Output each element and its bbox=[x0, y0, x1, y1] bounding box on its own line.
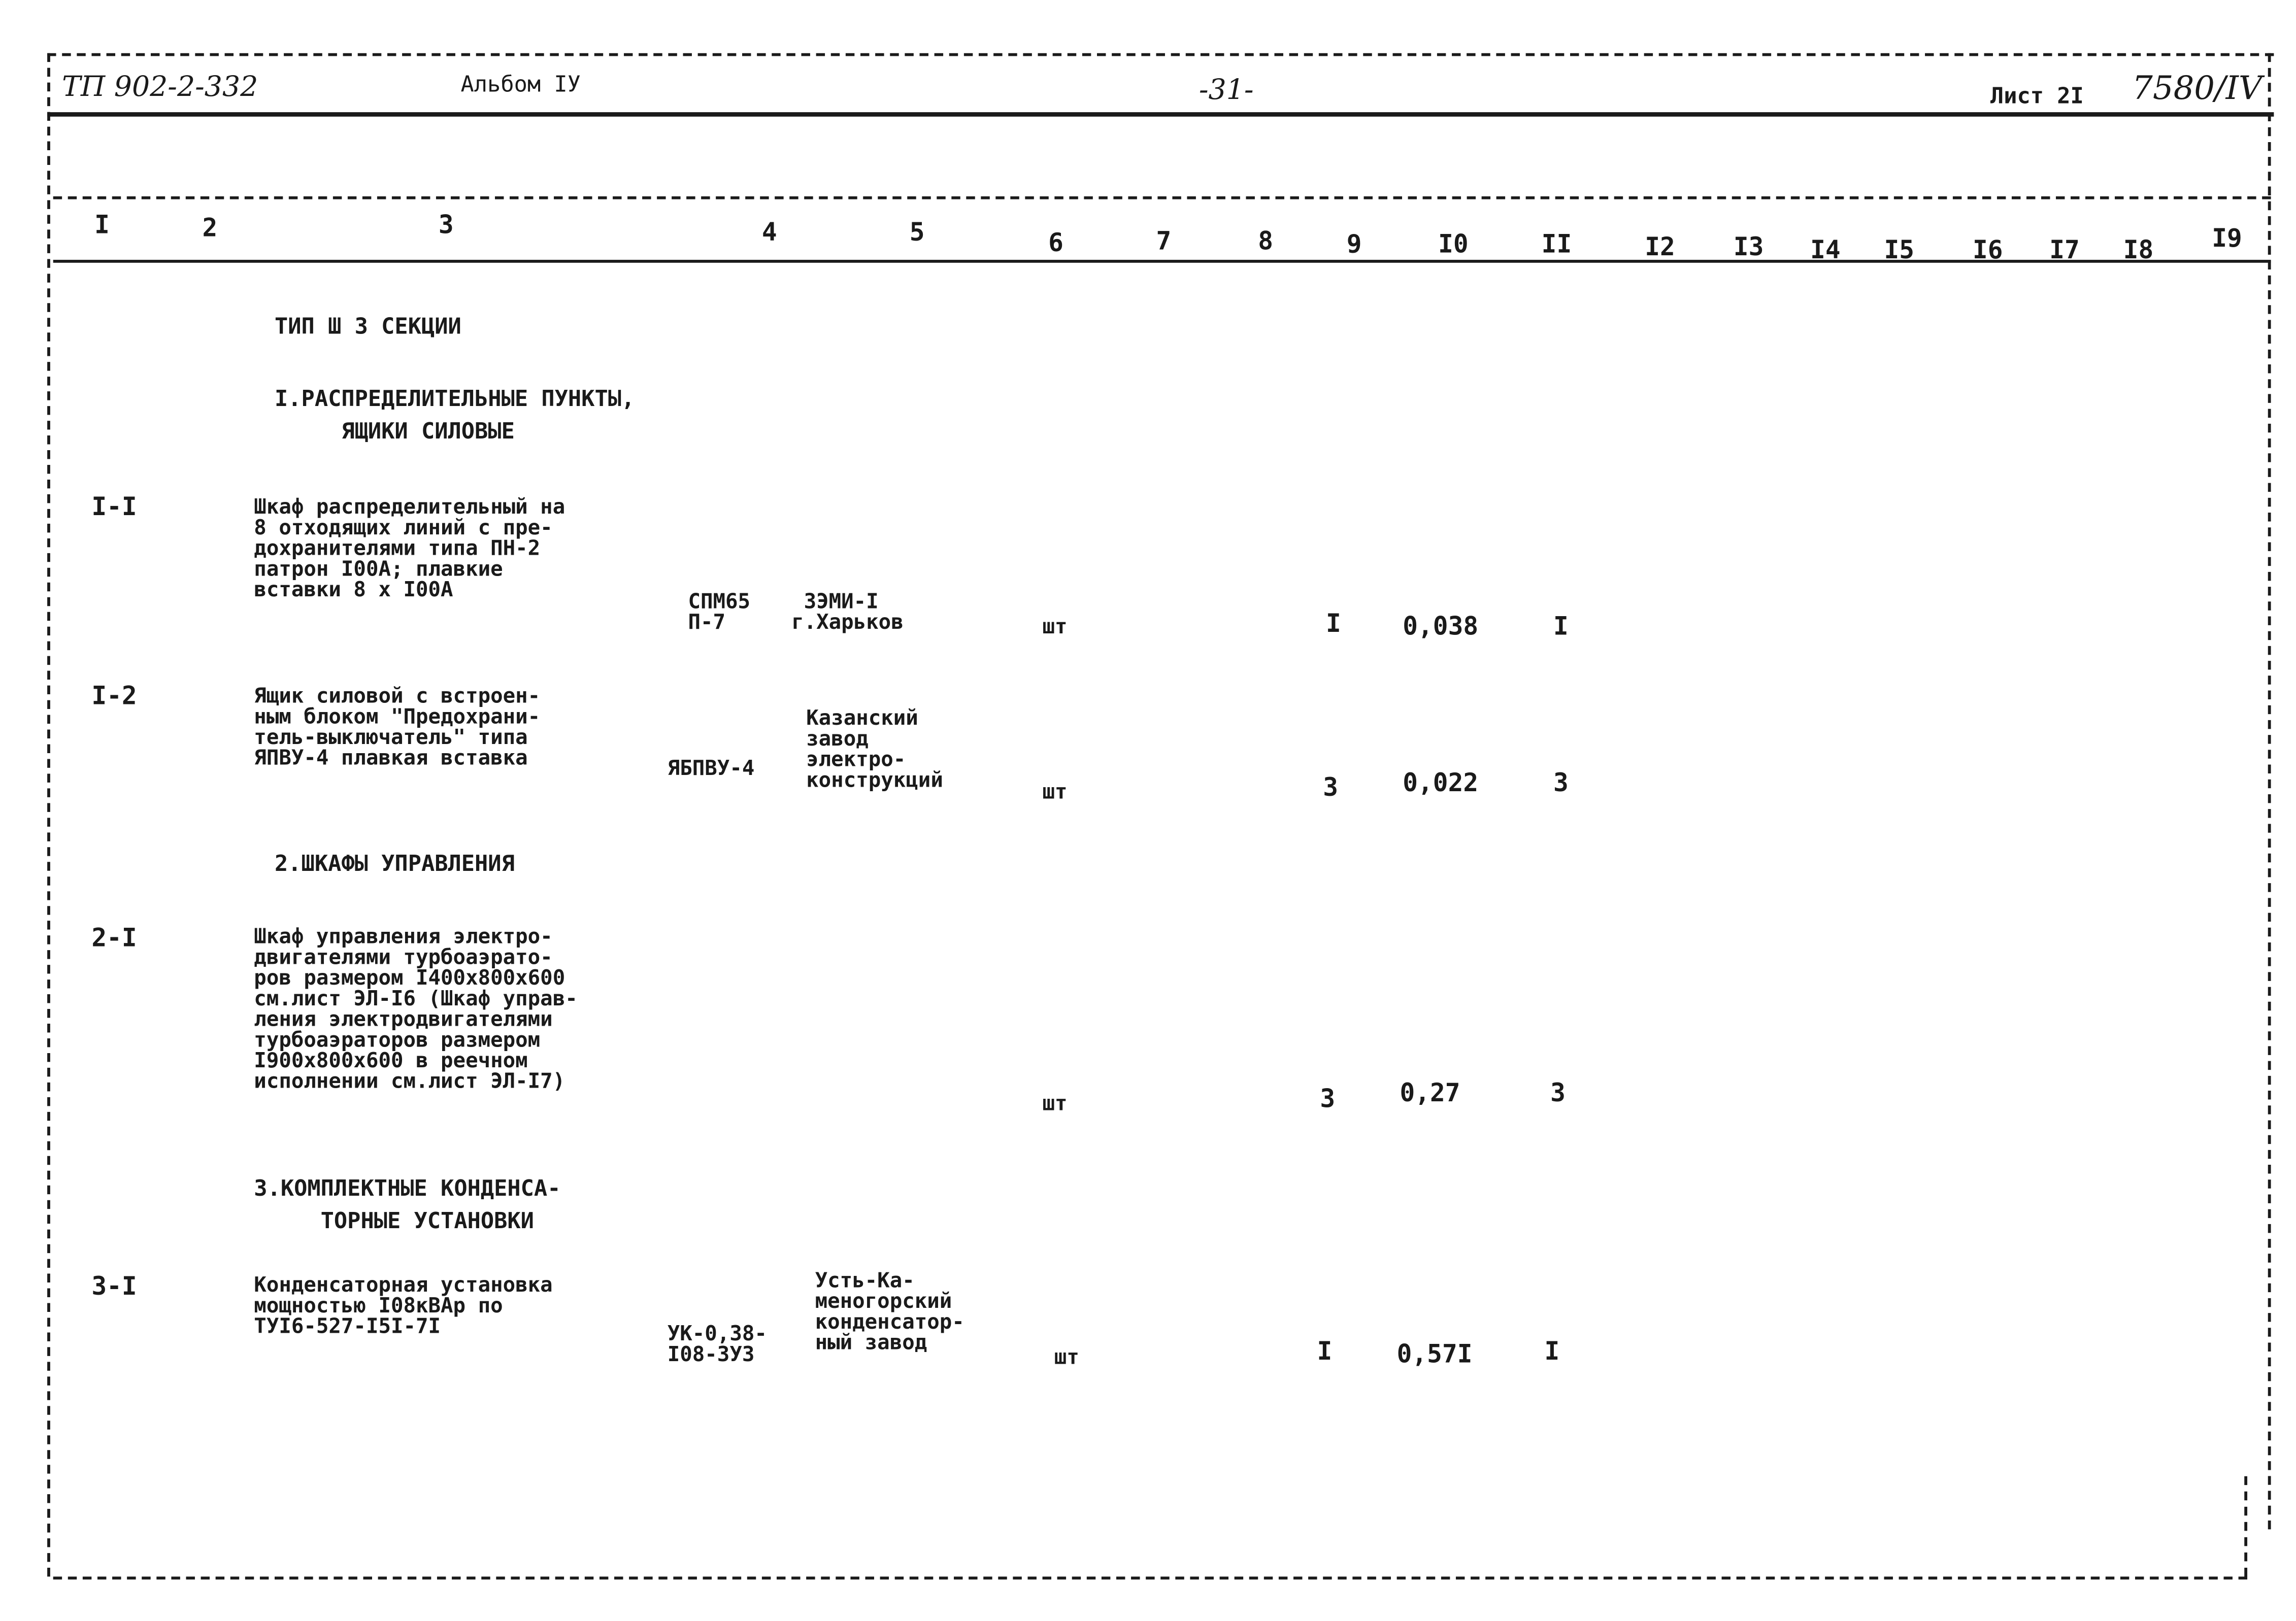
item-description: Шкаф распределительный на 8 отходящих линий с пре- дохранителями типа ПН-2 патрон I00А; плавкие вставки 8 х I00А bbox=[254, 496, 565, 602]
frame-right-line bbox=[2268, 53, 2271, 1530]
column-number: 6 bbox=[1048, 228, 1063, 259]
column-number: 8 bbox=[1258, 227, 1274, 257]
item-total: I bbox=[1544, 1337, 1560, 1367]
column-number: I bbox=[94, 211, 110, 241]
column-number: I7 bbox=[2049, 236, 2080, 266]
item-position: I-2 bbox=[91, 682, 137, 712]
item-description: Шкаф управления электро- двигателями турбоаэрато- ров размером I400х800х600 см.лист ЭЛ-I6 (Шкаф управ- ления электродвигателями турбоаэраторов размером I900х800х600 в реечном исполнении см.лист ЭЛ-I7) bbox=[254, 925, 578, 1094]
item-manufacturer: Казанский завод электро- конструкций bbox=[806, 707, 943, 793]
column-number: 3 bbox=[438, 211, 454, 241]
frame-bottom-line bbox=[53, 1576, 2247, 1579]
item-quantity: I bbox=[1326, 610, 1341, 639]
item-type: СПМ65 П-7 bbox=[688, 590, 751, 635]
item-unit: шт bbox=[1054, 1346, 1079, 1370]
item-description: Ящик силовой с встроен- ным блоком "Предохрани- тель-выключатель" типа ЯПВУ-4 плавкая вставка bbox=[254, 685, 541, 771]
item-mass: 0,27 bbox=[1400, 1079, 1460, 1109]
column-number: I2 bbox=[1645, 233, 1675, 263]
section-heading: I.РАСПРЕДЕЛИТЕЛЬНЫЕ ПУНКТЫ, ЯЩИКИ СИЛОВЫЕ bbox=[275, 385, 635, 445]
item-total: I bbox=[1553, 613, 1569, 643]
column-number: 2 bbox=[202, 214, 218, 244]
item-description: Конденсаторная установка мощностью I08кВАр по ТУI6-527-I5I-7I bbox=[254, 1274, 553, 1339]
column-number: 5 bbox=[909, 218, 925, 248]
item-mass: 0,022 bbox=[1403, 769, 1479, 799]
column-number: 7 bbox=[1156, 227, 1172, 257]
column-number: 9 bbox=[1346, 230, 1362, 260]
item-quantity: 3 bbox=[1320, 1085, 1336, 1115]
item-unit: шт bbox=[1042, 615, 1068, 639]
item-type: ЯБПВУ-4 bbox=[667, 757, 755, 781]
item-type: УК-0,38- I08-ЗУЗ bbox=[667, 1323, 767, 1367]
column-header-top-rule bbox=[53, 196, 2271, 199]
column-number: I9 bbox=[2212, 224, 2242, 254]
item-quantity: I bbox=[1317, 1337, 1333, 1367]
item-unit: шт bbox=[1042, 1092, 1068, 1116]
item-position: I-I bbox=[91, 493, 137, 523]
frame-right-lower-line bbox=[2244, 1476, 2247, 1577]
item-position: 3-I bbox=[91, 1272, 137, 1302]
item-manufacturer: ЗЭМИ-I г.Харьков bbox=[791, 590, 904, 635]
section-heading: 3.КОМПЛЕКТНЫЕ КОНДЕНСА- ТОРНЫЕ УСТАНОВКИ bbox=[254, 1175, 561, 1234]
item-mass: 0,038 bbox=[1403, 613, 1479, 643]
type-heading: ТИП Ш 3 СЕКЦИИ bbox=[275, 313, 461, 340]
header-rule bbox=[47, 112, 2274, 117]
page-number: -31- bbox=[1199, 74, 1254, 107]
doc-code: ТП 902-2-332 bbox=[62, 71, 258, 104]
column-number: II bbox=[1541, 230, 1572, 260]
section-heading: 2.ШКАФЫ УПРАВЛЕНИЯ bbox=[275, 850, 515, 877]
frame-left-line bbox=[47, 53, 50, 1577]
frame-top-line bbox=[47, 53, 2274, 59]
archive-number: 7580/IV bbox=[2132, 71, 2262, 108]
column-number: 4 bbox=[761, 218, 777, 248]
item-quantity: 3 bbox=[1323, 773, 1339, 803]
column-number: I0 bbox=[1438, 230, 1469, 260]
column-number: I4 bbox=[1810, 236, 1841, 266]
album-label: Альбом IУ bbox=[460, 71, 581, 97]
column-number: I3 bbox=[1733, 233, 1764, 263]
item-mass: 0,57I bbox=[1396, 1340, 1473, 1370]
item-manufacturer: Усть-Ка- меногорский конденсатор- ный завод bbox=[815, 1269, 964, 1356]
column-header-bottom-rule bbox=[53, 260, 2271, 263]
item-position: 2-I bbox=[91, 924, 137, 954]
sheet-number: Лист 2I bbox=[1990, 82, 2084, 110]
item-unit: шт bbox=[1042, 781, 1068, 805]
column-number: I8 bbox=[2123, 236, 2154, 266]
item-total: 3 bbox=[1553, 769, 1569, 799]
item-total: 3 bbox=[1550, 1079, 1566, 1109]
column-number: I5 bbox=[1884, 236, 1915, 266]
column-number: I6 bbox=[1973, 236, 2003, 266]
